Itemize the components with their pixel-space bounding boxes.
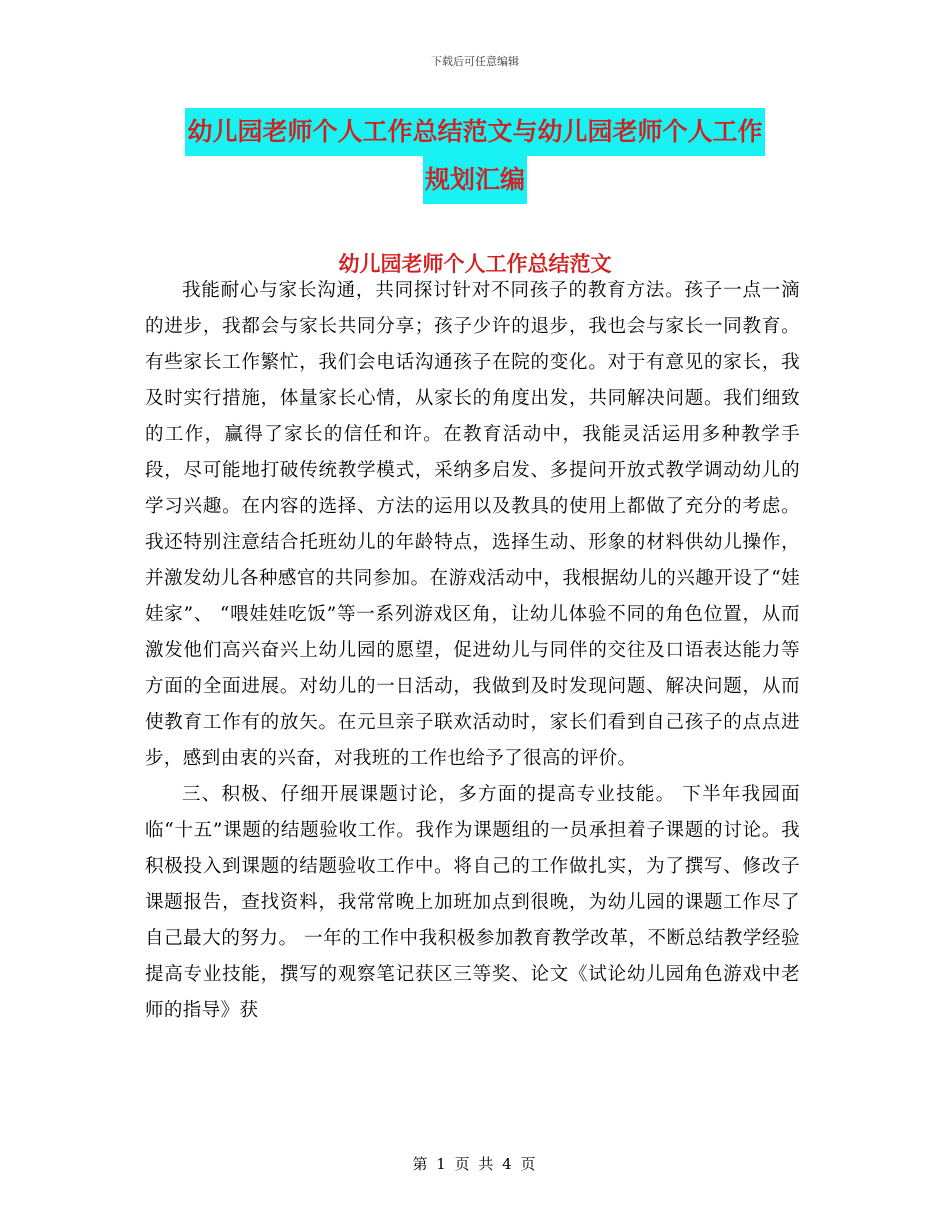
document-title-line-2: 规划汇编 <box>423 156 527 204</box>
page-header-note: 下载后可任意编辑 <box>431 55 519 68</box>
body-paragraph-2: 三、积极、仔细开展课题讨论，多方面的提高专业技能。 下半年我园面临“十五”课题的结题验收工作。我作为课题组的一员承担着子课题的讨论。我积极投入到课题的结题验收工作中。将自己的工作做扎实，为了撰写、修改子课题报告，查找资料，我常常晚上加班加点到很晚，为幼儿园的课题工作尽了自己最大的努力。 一年的工作中我积极参加教育教学改革，不断总结教学经验提高专业技能，撰写的观察笔记获区三等奖、论文《试论幼儿园角色游戏中老师的指导》获 <box>145 784 800 1021</box>
body-paragraph-1: 我能耐心与家长沟通，共同探讨针对不同孩子的教育方法。孩子一点一滴的进步，我都会与家长共同分享；孩子少许的退步，我也会与家长一同教育。有些家长工作繁忙，我们会电话沟通孩子在院的变化。对于有意见的家长，我及时实行措施，体量家长心情，从家长的角度出发，共同解决问题。我们细致的工作，赢得了家长的信任和许。在教育活动中，我能灵活运用多种教学手段，尽可能地打破传统教学模式，采纳多启发、多提问开放式教学调动幼儿的学习兴趣。在内容的选择、方法的运用以及教具的使用上都做了充分的考虑。我还特别注意结合托班幼儿的年龄特点，选择生动、形象的材料供幼儿操作，并激发幼儿各种感官的共同参加。在游戏活动中，我根据幼儿的兴趣开设了“娃娃家”、 “喂娃娃吃饭”等一系列游戏区角，让幼儿体验不同的角色位置，从而激发他们高兴奋兴上幼儿园的愿望，促进幼儿与同伴的交往及口语表达能力等方面的全面进展。对幼儿的一日活动，我做到及时发现问题、解决问题，从而使教育工作有的放矢。在元旦亲子联欢活动时，家长们看到自己孩子的点点进步，感到由衷的兴奋，对我班的工作也给予了很高的评价。 <box>145 280 800 769</box>
page-footer-number: 第 1 页 共 4 页 <box>412 1155 538 1173</box>
document-title <box>0 108 950 204</box>
section-title: 幼儿园老师个人工作总结范文 <box>338 251 612 276</box>
document-body <box>145 273 800 1029</box>
document-title-line-1: 幼儿园老师个人工作总结范文与幼儿园老师个人工作 <box>185 108 764 156</box>
